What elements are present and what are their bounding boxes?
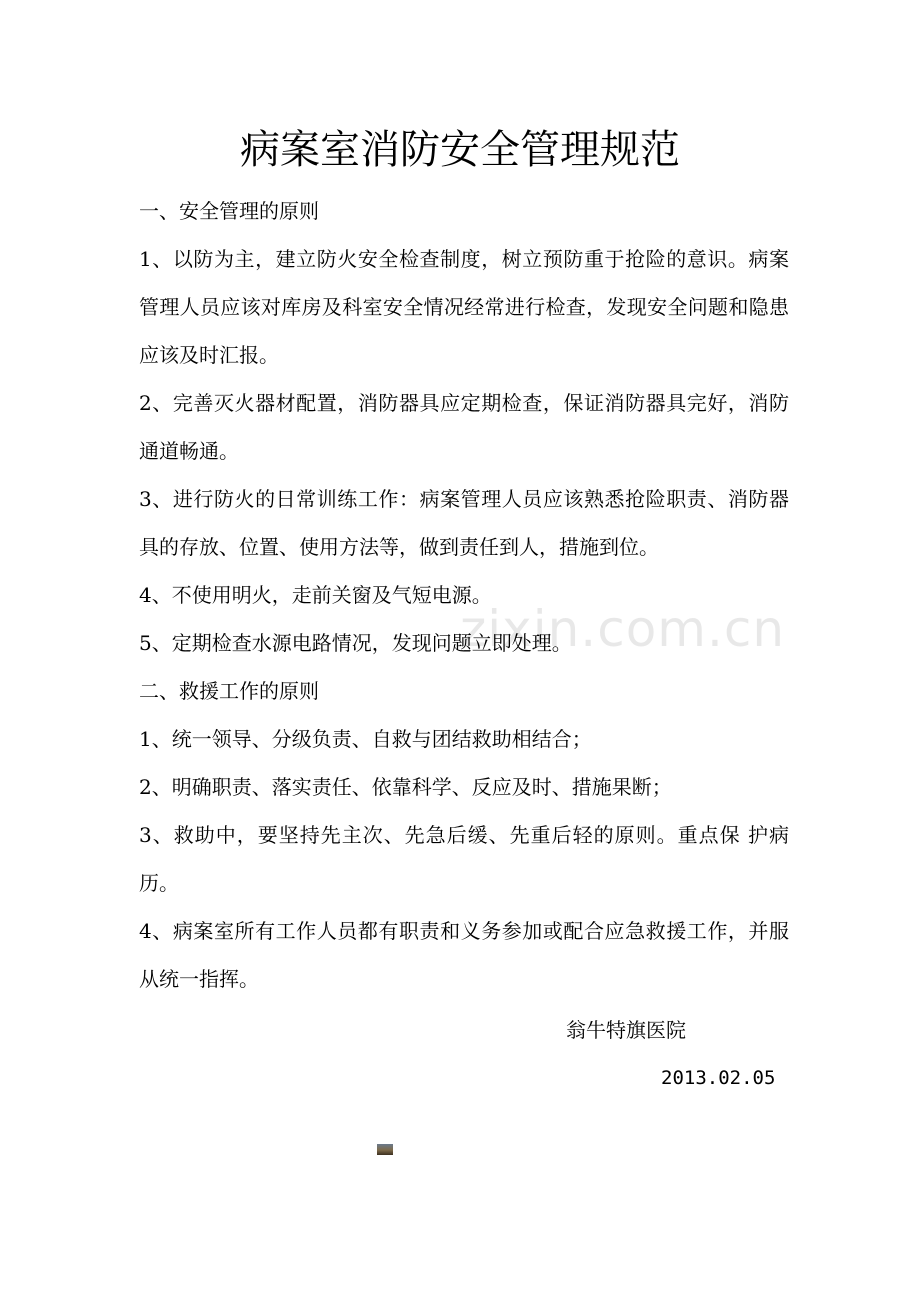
paragraph-4: 4、不使用明火，走前关窗及气短电源。 bbox=[139, 583, 492, 607]
paragraph-3: 3、进行防火的日常训练工作：病案管理人员应该熟悉抢险职责、消防器具的存放、位置、使用方法等，做到责任到人，措施到位。 bbox=[139, 487, 789, 559]
paragraph-2: 2、完善灭火器材配置，消防器具应定期检查，保证消防器具完好，消防通道畅通。 bbox=[139, 391, 789, 463]
rescue-paragraph-2: 2、明确职责、落实责任、依靠科学、反应及时、措施果断； bbox=[139, 775, 672, 799]
signature-date: 2013.02.05 bbox=[661, 1067, 776, 1089]
rescue-paragraph-3: 3、救助中，要坚持先主次、先急后缓、先重后轻的原则。重点保 护病历。 bbox=[139, 823, 789, 895]
section-heading-safety: 一、安全管理的原则 bbox=[139, 199, 319, 223]
document-title: 病案室消防安全管理规范 bbox=[240, 127, 680, 173]
rescue-paragraph-4: 4、病案室所有工作人员都有职责和义务参加或配合应急救援工作，并服从统一指挥。 bbox=[139, 919, 789, 991]
signature-organization: 翁牛特旗医院 bbox=[566, 1018, 686, 1042]
watermark: zixin.com.cn bbox=[460, 600, 786, 658]
rescue-paragraph-1: 1、统一领导、分级负责、自救与团结救助相结合； bbox=[139, 727, 592, 751]
small-image-thumbnail bbox=[377, 1144, 393, 1155]
document-body bbox=[139, 187, 789, 1003]
paragraph-1: 1、以防为主，建立防火安全检查制度，树立预防重于抢险的意识。病案管理人员应该对库房及科室安全情况经常进行检查，发现安全问题和隐患应该及时汇报。 bbox=[139, 247, 789, 367]
section-heading-rescue: 二、救援工作的原则 bbox=[139, 679, 319, 703]
paragraph-5: 5、定期检查水源电路情况，发现问题立即处理。 bbox=[139, 631, 572, 655]
